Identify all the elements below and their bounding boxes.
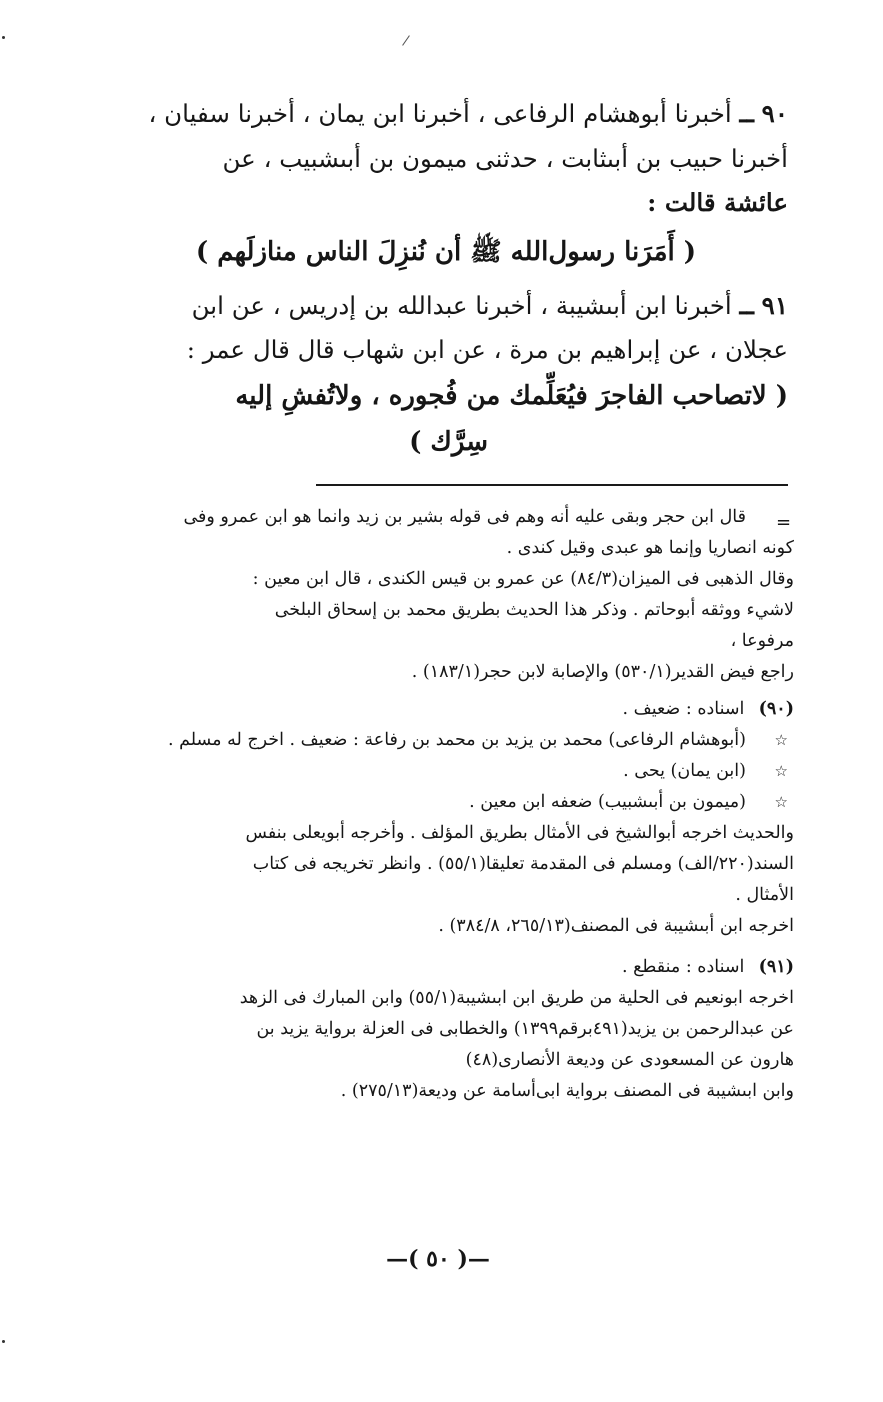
note-90-star-item: ☆ (أبوهشام الرفاعى) محمد بن يزيد بن محمد بن رفاعة : ضعيف . اخرج له مسلم .: [104, 725, 794, 756]
prev-note-line: مرفوعا ،: [730, 631, 794, 651]
prev-note-line: كونه انصاريا وإنما هو عبدى وقيل كندى .: [506, 538, 794, 558]
hadith-90-quote: ( أَمَرَنا رسول‌الله ﷺ أن نُنزِلَ الناس منازلَهم ): [195, 236, 697, 267]
hadith-90-line-3: عائشة قالت :: [647, 188, 788, 217]
note-90-number: (٩٠): [758, 699, 794, 719]
note-90-line: السند(٢٢٠/الف) ومسلم فى المقدمة تعليقا(٥٥/١) . وانظر تخريجه فى كتاب: [252, 854, 794, 874]
main-text: [104, 92, 788, 465]
note-90-line: اخرجه ابن أبىشيبة فى المصنف(٢٦٥/١٣، ٣٨٤/٨) .: [438, 916, 794, 936]
prev-note-line: راجع فيض القدير(٥٣٠/١) والإصابة لابن حجر(١٨٣/١) .: [411, 662, 794, 682]
note-91-line: اخرجه ابونعيم فى الحلية من طريق ابن ابىشيبة(٥٥/١) وابن المبارك فى الزهد: [239, 988, 794, 1008]
hadith-90-line-1: ٩٠ ــ أخبرنا أبوهشام الرفاعى ، أخبرنا ابن يمان ، أخبرنا سفيان ،: [148, 99, 788, 128]
hadith-91-line-1: ٩١ ــ أخبرنا ابن أبىشيبة ، أخبرنا عبدالله بن إدريس ، عن ابن: [191, 290, 788, 320]
star-icon: ☆: [774, 793, 788, 811]
footnotes: [104, 502, 794, 1107]
note-91-number: (٩١): [758, 957, 794, 977]
footnote-divider: [316, 484, 788, 486]
hadith-90-number: ٩٠: [761, 99, 788, 128]
note-90-line: والحديث اخرجه أبوالشيخ فى الأمثال بطريق المؤلف . وأخرجه أبويعلى بنفس: [245, 823, 794, 843]
note-91-line: وابن ابىشيبة فى المصنف برواية ابى‌أسامة عن وديعة(٢٧٥/١٣) .: [340, 1081, 794, 1101]
hadith-91-quote-line-2: سِرَّك ): [409, 426, 488, 457]
scan-speck: [2, 36, 5, 39]
prev-note-line: لاشيء ووثقه أبوحاتم . وذكر هذا الحديث بطريق محمد بن إسحاق البلخى: [274, 600, 794, 620]
page-number: —( ٥٠ )—: [386, 1246, 490, 1272]
note-90-star-item: ☆ (ميمون بن أبىشبيب) ضعفه ابن معين .: [104, 787, 794, 818]
prev-note-line: وقال الذهبى فى الميزان(٨٤/٣) عن عمرو بن قيس الكندى ، قال ابن معين :: [252, 569, 794, 589]
scan-speck: [2, 1340, 5, 1343]
note-90-heading: (٩٠) اسناده : ضعيف .: [104, 694, 794, 725]
prev-note-line: قال ابن حجر وبقى عليه أنه وهم فى قوله بشير بن زيد وانما هو ابن عمرو وفى: [183, 507, 746, 527]
star-icon: ☆: [774, 762, 788, 780]
note-91-line: عن عبدالرحمن بن يزيد(٤٩١برقم١٣٩٩) والخطابى فى العزلة برواية يزيد بن: [256, 1019, 794, 1039]
continuation-mark: =: [776, 512, 792, 533]
hadith-91-line-2: عجلان ، عن إبراهيم بن مرة ، عن ابن شهاب قال قال عمر :: [186, 335, 788, 364]
hadith-91-quote-line-1: ( لاتصاحب الفاجرَ فيُعَلِّمك من فُجوره ، ولاتُفشِ إليه: [235, 380, 788, 411]
star-icon: ☆: [774, 731, 788, 749]
note-90-line: الأمثال .: [735, 885, 794, 905]
scan-mark: [402, 35, 410, 45]
note-90-star-item: ☆ (ابن يمان) يحى .: [104, 756, 794, 787]
hadith-90-line-2: أخبرنا حبيب بن أبىثابت ، حدثنى ميمون بن أبىشبيب ، عن: [222, 143, 788, 173]
note-91-heading: (٩١) اسناده : منقطع .: [104, 952, 794, 983]
note-91-line: هارون عن المسعودى عن وديعة الأنصارى(٤٨): [465, 1050, 794, 1070]
hadith-91-number: ٩١: [761, 290, 788, 320]
